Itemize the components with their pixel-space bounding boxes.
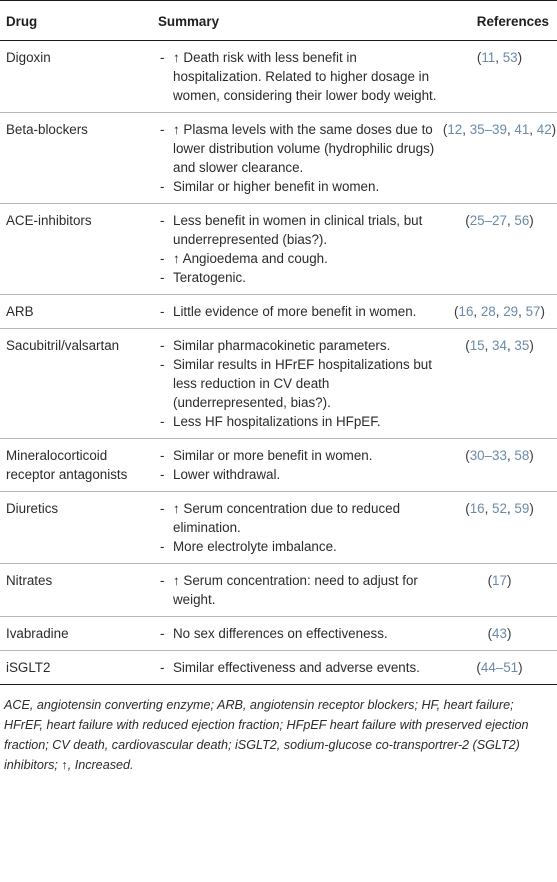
summary-item: - ↑ Serum concentration due to reduced elimination. xyxy=(158,499,438,537)
references-cell xyxy=(438,439,557,492)
reference-punctuation: , xyxy=(506,448,515,463)
drug-name: ACE-inhibitors xyxy=(0,204,158,295)
reference-punctuation: ) xyxy=(529,338,534,353)
summary-cell xyxy=(158,41,438,113)
summary-item: - No sex differences on effectiveness. xyxy=(158,624,438,643)
references-cell xyxy=(438,617,557,651)
reference-punctuation: ( xyxy=(487,573,493,588)
reference-link[interactable]: 11 xyxy=(481,50,496,65)
reference-link[interactable]: 12 xyxy=(447,122,463,137)
references-cell xyxy=(438,204,557,295)
summary-cell xyxy=(158,651,438,685)
reference-punctuation: ( xyxy=(442,122,448,137)
reference-punctuation: ( xyxy=(465,448,470,463)
table-row xyxy=(0,492,557,564)
reference-punctuation: , xyxy=(506,213,515,228)
reference-link[interactable]: 42 xyxy=(536,122,552,137)
references-cell xyxy=(438,492,557,564)
table-row xyxy=(0,329,557,439)
drug-name: Diuretics xyxy=(0,492,158,564)
table-row xyxy=(0,651,557,685)
summary-cell xyxy=(158,113,438,204)
table-body xyxy=(0,41,557,685)
reference-link[interactable]: 56 xyxy=(514,213,530,228)
header-summary: Summary xyxy=(158,1,438,41)
table-row xyxy=(0,41,557,113)
summary-cell xyxy=(158,329,438,439)
reference-punctuation: , xyxy=(506,122,515,137)
reference-punctuation: , xyxy=(484,338,493,353)
reference-punctuation: ) xyxy=(506,573,512,588)
summary-item: - Similar results in HFrEF hospitalizations but less reduction in CV death (underrepresented, bias?). xyxy=(158,355,438,412)
summary-list xyxy=(158,336,438,431)
table-row xyxy=(0,113,557,204)
summary-list xyxy=(158,211,438,287)
reference-link[interactable]: 25–27 xyxy=(469,213,507,228)
reference-punctuation: , xyxy=(473,304,481,319)
summary-item: - ↑ Death risk with less benefit in hospitalization. Related to higher dosage in women, considering their lower body weight. xyxy=(158,48,438,105)
drug-name: Mineralocorticoid receptor antagonists xyxy=(0,439,158,492)
drug-name: Sacubitril/valsartan xyxy=(0,329,158,439)
references-cell xyxy=(438,41,557,113)
reference-punctuation: ) xyxy=(540,304,545,319)
reference-punctuation: ( xyxy=(476,660,481,675)
references-cell xyxy=(438,651,557,685)
reference-punctuation: , xyxy=(495,50,503,65)
summary-item: - Less HF hospitalizations in HFpEF. xyxy=(158,412,438,431)
summary-item: - More electrolyte imbalance. xyxy=(158,537,438,556)
reference-link[interactable]: 30–33 xyxy=(469,448,507,463)
summary-list xyxy=(158,658,438,677)
header-references: References xyxy=(438,1,557,41)
reference-link[interactable]: 53 xyxy=(502,50,518,65)
reference-punctuation: , xyxy=(506,338,515,353)
references-cell xyxy=(438,295,557,329)
summary-list xyxy=(158,499,438,556)
table-row xyxy=(0,295,557,329)
table-row xyxy=(0,564,557,617)
drug-name: Digoxin xyxy=(0,41,158,113)
summary-item: - Little evidence of more benefit in women. xyxy=(158,302,438,321)
reference-punctuation: ( xyxy=(454,304,459,319)
reference-link[interactable]: 57 xyxy=(525,304,541,319)
reference-punctuation: ( xyxy=(465,213,470,228)
drug-name: iSGLT2 xyxy=(0,651,158,685)
drug-name: Nitrates xyxy=(0,564,158,617)
reference-punctuation: , xyxy=(462,122,470,137)
summary-item: - Similar pharmacokinetic parameters. xyxy=(158,336,438,355)
references-cell xyxy=(438,329,557,439)
drug-name: Beta-blockers xyxy=(0,113,158,204)
reference-link[interactable]: 58 xyxy=(514,448,530,463)
reference-link[interactable]: 44–51 xyxy=(480,660,519,675)
reference-link[interactable]: 41 xyxy=(514,122,530,137)
reference-punctuation: ) xyxy=(529,501,534,516)
reference-punctuation: , xyxy=(495,304,504,319)
table-header-row xyxy=(0,1,557,41)
summary-item: - ↑ Angioedema and cough. xyxy=(158,249,438,268)
reference-link[interactable]: 35 xyxy=(514,338,530,353)
summary-cell xyxy=(158,439,438,492)
references-cell xyxy=(438,113,557,204)
reference-punctuation: , xyxy=(484,501,493,516)
summary-list xyxy=(158,120,438,196)
reference-punctuation: , xyxy=(529,122,537,137)
reference-punctuation: ) xyxy=(506,626,512,641)
summary-item: - Similar effectiveness and adverse events. xyxy=(158,658,438,677)
summary-item: - Similar or higher benefit in women. xyxy=(158,177,438,196)
reference-link[interactable]: 16 xyxy=(458,304,474,319)
table-row xyxy=(0,439,557,492)
reference-link[interactable]: 16 xyxy=(469,501,485,516)
reference-link[interactable]: 28 xyxy=(480,304,496,319)
reference-punctuation: ( xyxy=(476,50,482,65)
reference-punctuation: ( xyxy=(465,338,470,353)
summary-list xyxy=(158,571,438,609)
table-row xyxy=(0,617,557,651)
reference-punctuation: ( xyxy=(465,501,470,516)
summary-item: - Lower withdrawal. xyxy=(158,465,438,484)
summary-cell xyxy=(158,564,438,617)
reference-punctuation: , xyxy=(506,501,515,516)
summary-item: - ↑ Plasma levels with the same doses due to lower distribution volume (hydrophilic drugs) and slower clearance. xyxy=(158,120,438,177)
reference-punctuation: ) xyxy=(517,50,523,65)
reference-punctuation: ) xyxy=(529,213,534,228)
reference-punctuation: ) xyxy=(551,122,557,137)
summary-item: - Similar or more benefit in women. xyxy=(158,446,438,465)
reference-link[interactable]: 34 xyxy=(492,338,507,353)
reference-punctuation: ) xyxy=(518,660,523,675)
table-row xyxy=(0,204,557,295)
summary-item: - Teratogenic. xyxy=(158,268,438,287)
reference-link[interactable]: 17 xyxy=(492,573,507,588)
reference-link[interactable]: 35–39 xyxy=(469,122,507,137)
summary-cell xyxy=(158,617,438,651)
table-footnote: ACE, angiotensin converting enzyme; ARB, angiotensin receptor blockers; HF, heart failure; HFrEF, heart failure with reduced ejection fraction; HFpEF heart failure with preserved ejection fraction; CV death, cardiovascular death; iSGLT2, sodium-glucose co-transportrer-2 (SGLT2) inhibitors; ↑, Increased. xyxy=(4,698,529,772)
summary-list xyxy=(158,446,438,484)
summary-item: - Less benefit in women in clinical trials, but underrepresented (bias?). xyxy=(158,211,438,249)
summary-cell xyxy=(158,295,438,329)
reference-punctuation: ) xyxy=(529,448,534,463)
summary-list xyxy=(158,624,438,643)
references-cell xyxy=(438,564,557,617)
reference-link[interactable]: 15 xyxy=(469,338,485,353)
summary-list xyxy=(158,302,438,321)
summary-cell xyxy=(158,204,438,295)
reference-link[interactable]: 52 xyxy=(492,501,507,516)
summary-list xyxy=(158,48,438,105)
drug-name: Ivabradine xyxy=(0,617,158,651)
drug-name: ARB xyxy=(0,295,158,329)
reference-link[interactable]: 29 xyxy=(503,304,519,319)
reference-link[interactable]: 43 xyxy=(492,626,507,641)
reference-punctuation: , xyxy=(518,304,526,319)
reference-punctuation: ( xyxy=(487,626,493,641)
summary-cell xyxy=(158,492,438,564)
summary-item: - ↑ Serum concentration: need to adjust for weight. xyxy=(158,571,438,609)
header-drug: Drug xyxy=(0,1,158,41)
reference-link[interactable]: 59 xyxy=(514,501,530,516)
